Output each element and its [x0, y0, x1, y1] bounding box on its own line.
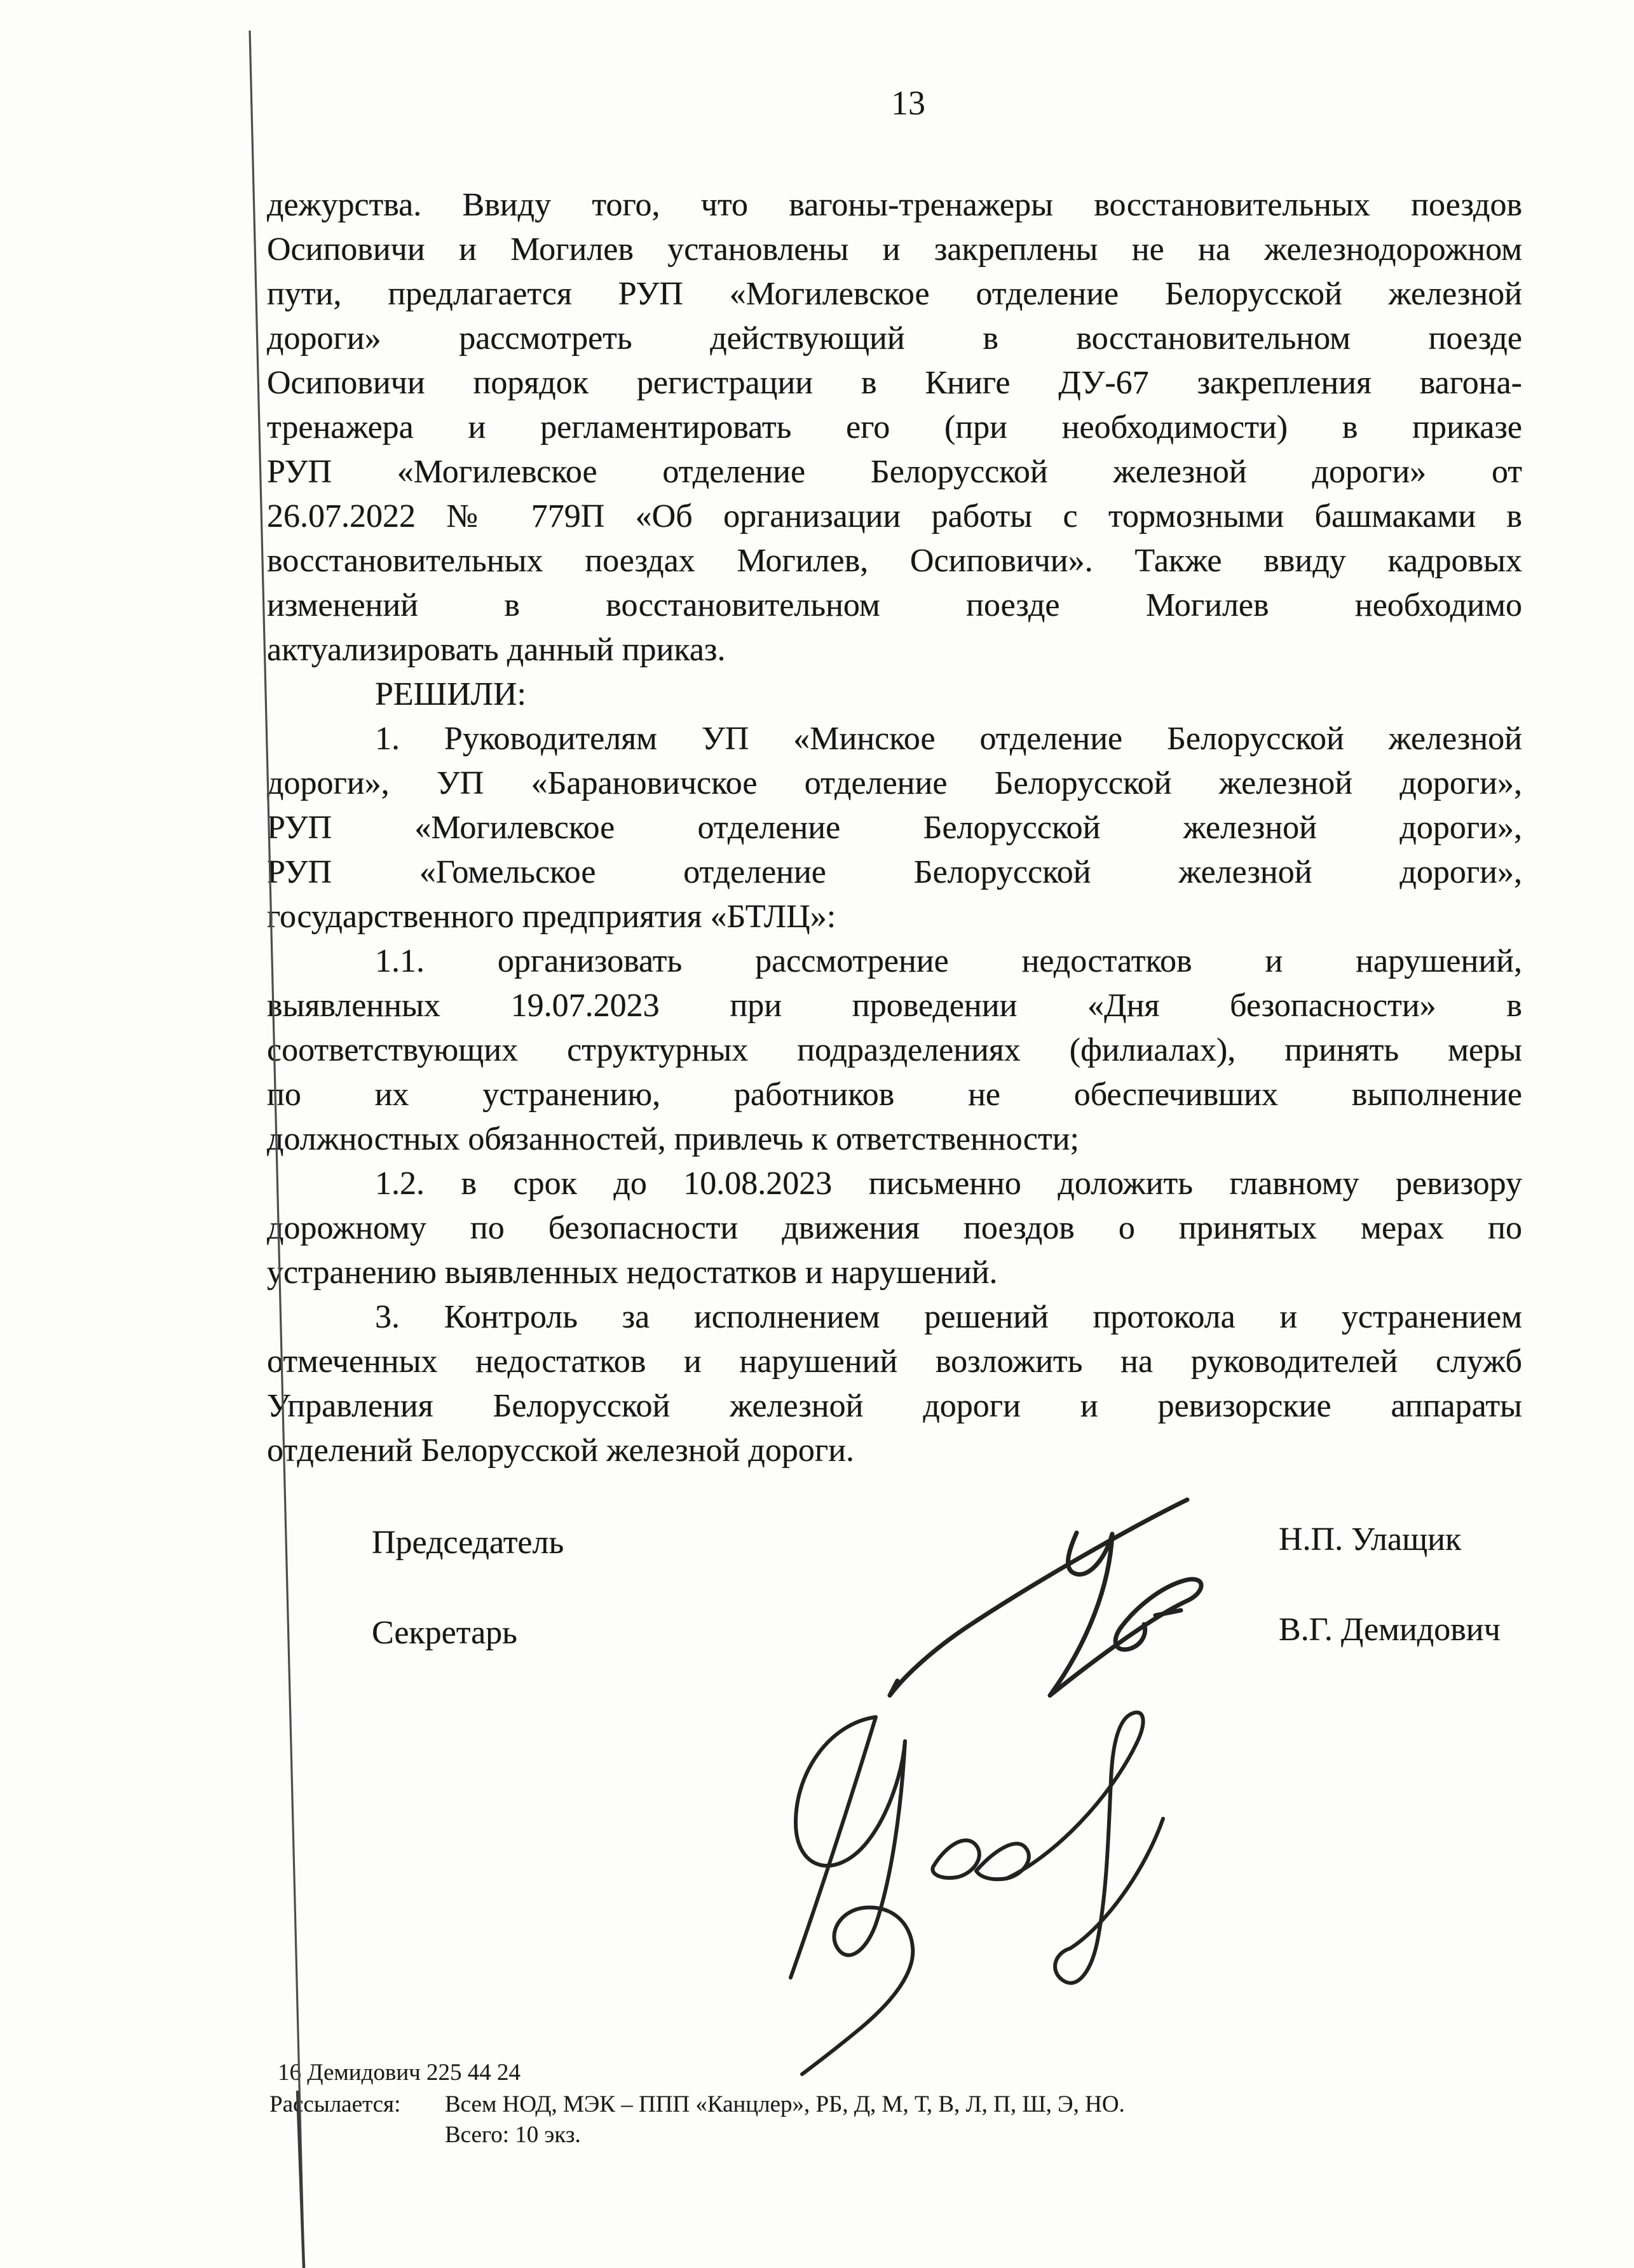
secretary-signature: [791, 1713, 1163, 2074]
body-line: 1. Руководителям УП «Минское отделение Белорусской железной: [375, 721, 1522, 757]
executor-contact: 16 Демидович 225 44 24: [278, 2060, 521, 2086]
body-line: соответствующих структурных подразделениях (филиалах), принять меры: [267, 1032, 1522, 1068]
body-line: должностных обязанностей, привлечь к ответственности;: [267, 1121, 1079, 1157]
body-line: 3. Контроль за исполнением решений протокола и устранением: [375, 1299, 1522, 1335]
body-line: 1.2. в срок до 10.08.2023 письменно доложить главному ревизору: [375, 1165, 1522, 1202]
body-line: дежурства. Ввиду того, что вагоны-тренажеры восстановительных поездов: [267, 187, 1522, 223]
page-number: 13: [891, 84, 925, 122]
body-line: РУП «Гомельское отделение Белорусской железной дороги»,: [267, 854, 1522, 890]
body-line: устранению выявленных недостатков и нарушений.: [267, 1254, 998, 1291]
body-line: государственного предприятия «БТЛЦ»:: [267, 899, 836, 935]
body-line: дороги», УП «Барановичское отделение Белорусской железной дороги»,: [267, 765, 1522, 801]
body-line: отделений Белорусской железной дороги.: [267, 1432, 855, 1469]
body-line: 26.07.2022 № 779П «Об организации работы с тормозными башмаками в: [267, 498, 1522, 534]
body-line: изменений в восстановительном поезде Могилев необходимо: [267, 587, 1522, 623]
body-line: Управления Белорусской железной дороги и ревизорские аппараты: [267, 1388, 1522, 1424]
body-line: пути, предлагается РУП «Могилевское отделение Белорусской железной: [267, 276, 1522, 312]
body-line: 1.1. организовать рассмотрение недостатков и нарушений,: [375, 943, 1522, 979]
body-line: дорожному по безопасности движения поездов о принятых мерах по: [267, 1210, 1522, 1246]
body-line: по их устранению, работников не обеспечивших выполнение: [267, 1076, 1522, 1113]
secretary-label: Секретарь: [372, 1615, 517, 1651]
body-line: актуализировать данный приказ.: [267, 632, 726, 668]
chairman-signature: [890, 1500, 1201, 1695]
document-body: [267, 183, 1522, 1473]
copies-count: Всего: 10 экз.: [445, 2122, 581, 2148]
body-line: отмеченных недостатков и нарушений возложить на руководителей служб: [267, 1343, 1522, 1380]
body-line: выявленных 19.07.2023 при проведении «Дня безопасности» в: [267, 988, 1522, 1024]
body-line: тренажера и регламентировать его (при необходимости) в приказе: [267, 409, 1522, 445]
body-line: Осиповичи и Могилев установлены и закреплены не на железнодорожном: [267, 231, 1522, 268]
resolved-heading: РЕШИЛИ:: [375, 676, 526, 712]
body-line: Осиповичи порядок регистрации в Книге ДУ-67 закрепления вагона-: [267, 365, 1522, 401]
body-line: РУП «Могилевское отделение Белорусской железной дороги»,: [267, 810, 1522, 846]
chairman-label: Председатель: [372, 1524, 564, 1561]
secretary-name: В.Г. Демидович: [1279, 1612, 1501, 1648]
distribution-list: Всем НОД, МЭК – ППП «Канцлер», РБ, Д, М, Т, В, Л, П, Ш, Э, НО.: [445, 2091, 1125, 2117]
distribution-label: Рассылается:: [269, 2091, 401, 2117]
body-line: восстановительных поездах Могилев, Осиповичи». Также ввиду кадровых: [267, 543, 1522, 579]
body-line: дороги» рассмотреть действующий в восстановительном поезде: [267, 320, 1522, 356]
body-line: РУП «Могилевское отделение Белорусской железной дороги» от: [267, 454, 1522, 490]
chairman-name: Н.П. Улащик: [1279, 1521, 1462, 1558]
